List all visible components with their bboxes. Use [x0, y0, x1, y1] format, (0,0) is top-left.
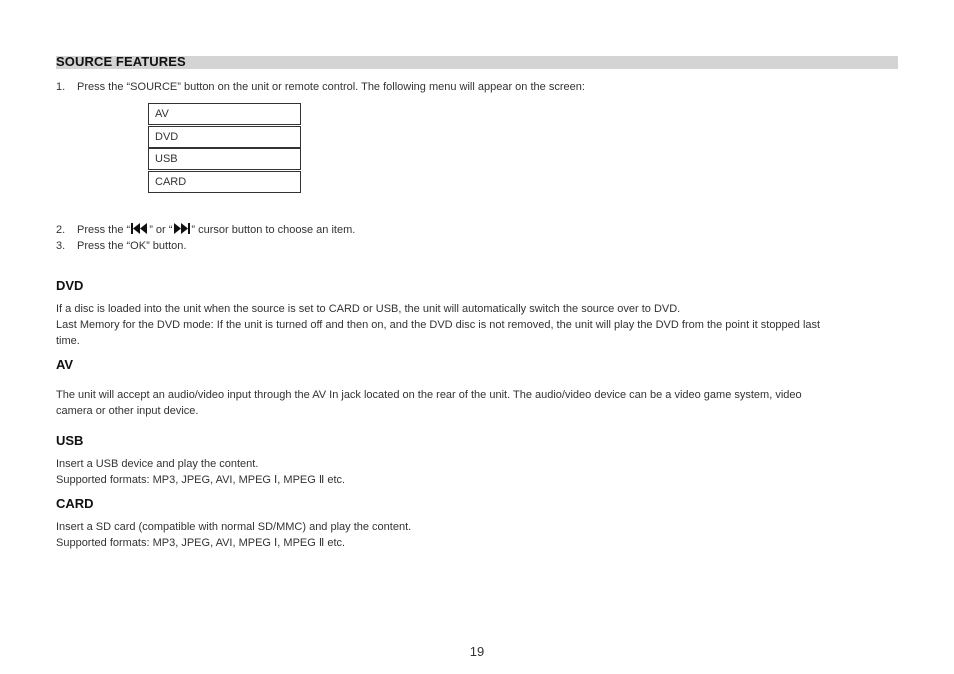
page-number: 19	[469, 644, 485, 659]
step-text-post: ” cursor button to choose an item.	[191, 224, 356, 236]
heading-usb: USB	[56, 433, 84, 448]
menu-item-av: AV	[148, 103, 301, 125]
skip-next-icon	[173, 223, 190, 238]
step-2	[56, 223, 355, 238]
skip-previous-icon	[131, 223, 148, 238]
menu-item-dvd: DVD	[148, 126, 301, 148]
dvd-description	[56, 301, 836, 349]
step-number: 3.	[56, 240, 66, 252]
step-text-mid: ” or “	[149, 224, 173, 236]
step-number: 1.	[56, 81, 66, 93]
dvd-line-2: Last Memory for the DVD mode: If the unit is turned off and then on, and the DVD disc is not removed, the unit will play the DVD from the point it stopped last time.	[56, 319, 821, 347]
card-line-1: Insert a SD card (compatible with normal SD/MMC) and play the content.	[56, 521, 412, 533]
dvd-line-1: If a disc is loaded into the unit when the source is set to CARD or USB, the unit will automatically switch the source over to DVD.	[56, 303, 681, 315]
heading-av: AV	[56, 357, 74, 372]
step-1	[56, 80, 585, 94]
step-text: Press the “OK” button.	[77, 240, 187, 252]
step-3	[56, 239, 186, 253]
av-description	[56, 387, 836, 419]
card-description	[56, 519, 836, 551]
heading-dvd: DVD	[56, 278, 84, 293]
usb-line-2: Supported formats: MP3, JPEG, AVI, MPEG Ⅰ, MPEG Ⅱ etc.	[56, 474, 346, 486]
usb-description	[56, 456, 836, 488]
card-line-2: Supported formats: MP3, JPEG, AVI, MPEG Ⅰ, MPEG Ⅱ etc.	[56, 537, 346, 549]
step-text: Press the “SOURCE” button on the unit or remote control. The following menu will appear on the screen:	[77, 81, 585, 93]
section-title: SOURCE FEATURES	[56, 54, 186, 69]
step-number: 2.	[56, 224, 66, 236]
heading-card: CARD	[56, 496, 94, 511]
menu-item-usb: USB	[148, 148, 301, 170]
source-menu	[148, 103, 301, 193]
usb-line-1: Insert a USB device and play the content.	[56, 458, 259, 470]
av-line-1: The unit will accept an audio/video input through the AV In jack located on the rear of the unit. The audio/video device can be a video game system, video camera or other input device.	[56, 389, 802, 417]
step-text-pre: Press the “	[77, 224, 131, 236]
menu-item-card: CARD	[148, 171, 301, 193]
